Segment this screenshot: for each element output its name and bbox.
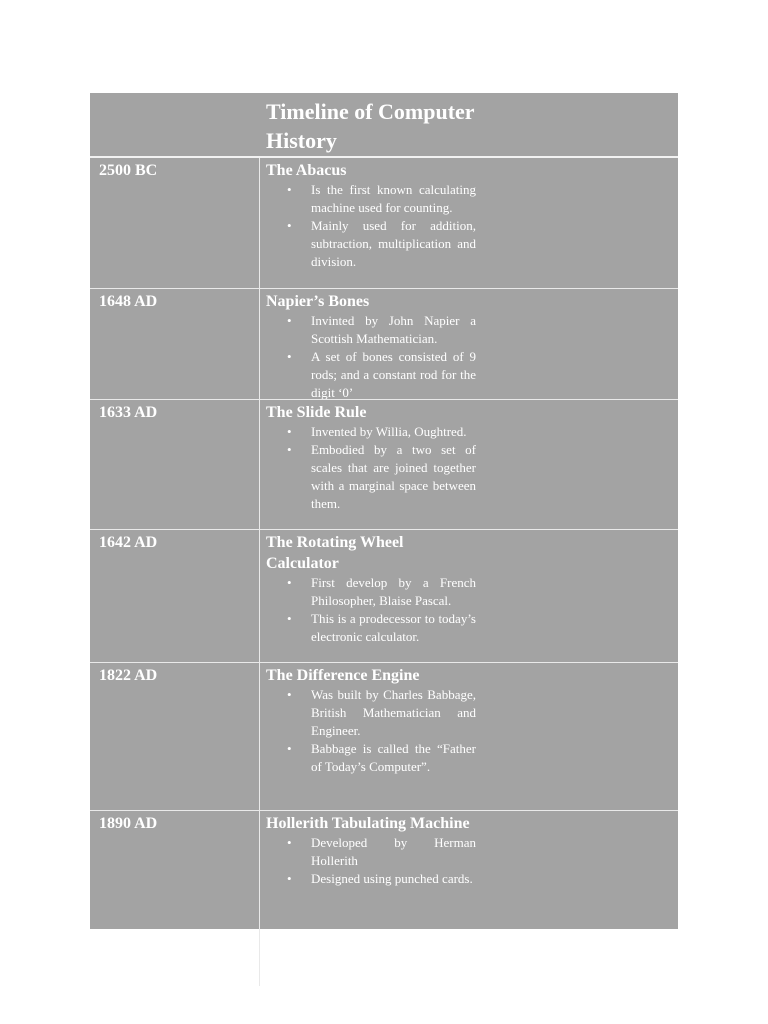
- entry-bullet-list: [266, 181, 476, 271]
- bullet-icon: •: [287, 871, 292, 886]
- bullet-icon: •: [287, 182, 292, 197]
- entry-content: [266, 291, 476, 402]
- entry-bullet-list: [266, 686, 476, 776]
- entry-bullet-list: [266, 834, 476, 888]
- list-item: [266, 740, 476, 776]
- bullet-icon: •: [287, 741, 292, 756]
- list-item: [266, 348, 476, 402]
- entry-bullet-list: [266, 423, 476, 513]
- entry-bullet-text: Babbage is called the “Father of Today’s Computer”.: [311, 741, 476, 774]
- list-item: [266, 686, 476, 740]
- page-title: Timeline of Computer History: [266, 99, 475, 153]
- entry-title: The Slide Rule: [266, 404, 367, 421]
- entry-bullet-text: Invented by Willia, Oughtred.: [311, 424, 467, 439]
- list-item: [266, 441, 476, 513]
- entry-bullet-text: Is the first known calculating machine used for counting.: [311, 182, 476, 215]
- entry-title: The Difference Engine: [266, 667, 420, 684]
- entry-date: 2500 BC: [99, 162, 158, 179]
- bullet-icon: •: [287, 218, 292, 233]
- entry-bullet-text: Was built by Charles Babbage, British Mathematician and Engineer.: [311, 687, 476, 738]
- entry-title: Napier’s Bones: [266, 293, 370, 310]
- entry-date: 1822 AD: [99, 667, 158, 684]
- bullet-icon: •: [287, 313, 292, 328]
- entry-bullet-text: Designed using punched cards.: [311, 871, 473, 886]
- entry-bullet-text: First develop by a French Philosopher, Blaise Pascal.: [311, 575, 476, 608]
- list-item: [266, 610, 476, 646]
- list-item: [266, 870, 476, 888]
- entry-date: 1890 AD: [99, 815, 158, 832]
- entry-content: [266, 402, 476, 513]
- table-row: [90, 662, 678, 810]
- entry-content: [266, 813, 476, 888]
- entry-content: [266, 160, 476, 271]
- entry-date: 1633 AD: [99, 404, 158, 421]
- bullet-icon: •: [287, 835, 292, 850]
- table-row: [90, 288, 678, 399]
- entry-bullet-list: [266, 312, 476, 402]
- list-item: [266, 312, 476, 348]
- entry-bullet-list: [266, 574, 476, 646]
- table-row: [90, 529, 678, 662]
- entry-title: Hollerith Tabulating Machine: [266, 815, 470, 832]
- entry-title: The Abacus: [266, 162, 347, 179]
- entry-title: The Rotating Wheel Calculator: [266, 534, 404, 572]
- entry-date: 1648 AD: [99, 293, 158, 310]
- list-item: [266, 423, 476, 441]
- entry-bullet-text: Embodied by a two set of scales that are joined together with a marginal space between them.: [311, 442, 476, 511]
- bullet-icon: •: [287, 424, 292, 439]
- table-row: [90, 399, 678, 528]
- table-row: [90, 810, 678, 929]
- bullet-icon: •: [287, 575, 292, 590]
- bullet-icon: •: [287, 687, 292, 702]
- bullet-icon: •: [287, 611, 292, 626]
- entry-bullet-text: This is a prodecessor to today’s electronic calculator.: [311, 611, 476, 644]
- entry-bullet-text: Invinted by John Napier a Scottish Mathematician.: [311, 313, 476, 346]
- table-header-row: [90, 93, 678, 156]
- entry-bullet-text: Mainly used for addition, subtraction, multiplication and division.: [311, 218, 476, 269]
- entry-content: [266, 665, 476, 776]
- entry-content: [266, 532, 476, 646]
- list-item: [266, 181, 476, 217]
- bullet-icon: •: [287, 349, 292, 364]
- entry-bullet-text: Developed by Herman Hollerith: [311, 835, 476, 868]
- bullet-icon: •: [287, 442, 292, 457]
- table-row: [90, 156, 678, 287]
- list-item: [266, 834, 476, 870]
- list-item: [266, 217, 476, 271]
- timeline-table: [90, 93, 678, 929]
- entry-date: 1642 AD: [99, 534, 158, 551]
- list-item: [266, 574, 476, 610]
- entry-bullet-text: A set of bones consisted of 9 rods; and a constant rod for the digit ‘0’: [311, 349, 476, 400]
